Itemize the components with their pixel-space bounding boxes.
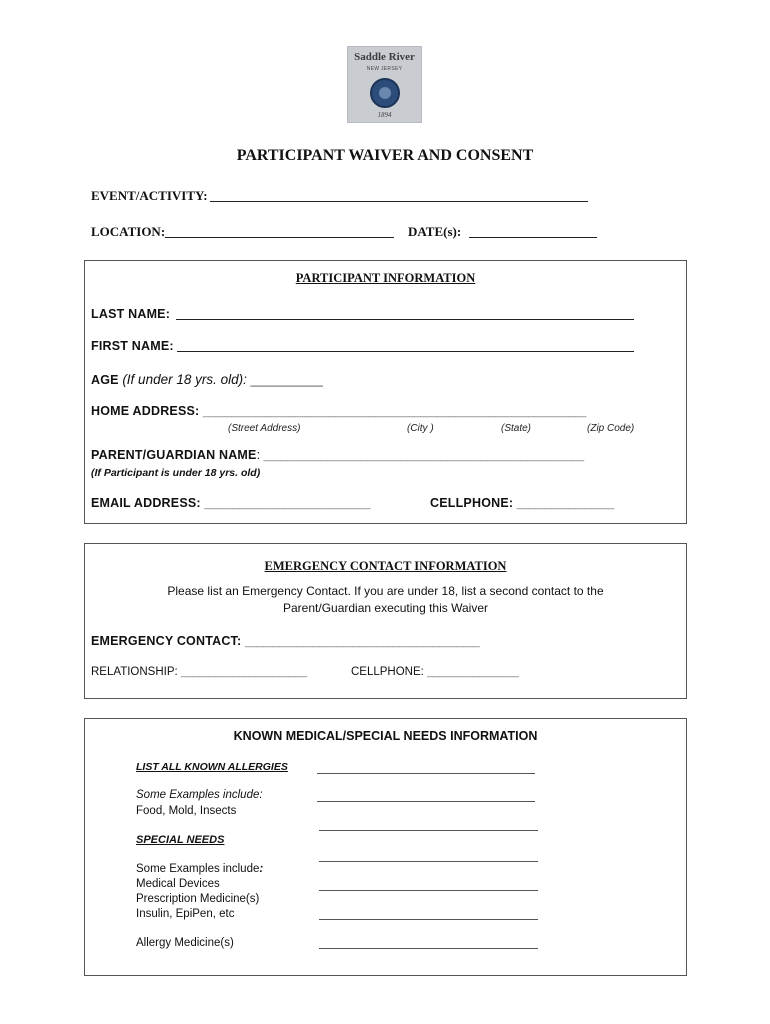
- parent-guardian-label: PARENT/GUARDIAN NAME: [91, 448, 257, 462]
- parent-row: [91, 448, 584, 462]
- allergies-label: LIST ALL KNOWN ALLERGIES: [136, 761, 288, 773]
- town-seal-icon: [370, 78, 400, 108]
- special-needs-label: SPECIAL NEEDS: [136, 834, 225, 846]
- medical-heading: KNOWN MEDICAL/SPECIAL NEEDS INFORMATION: [233, 729, 538, 743]
- last-name-label: LAST NAME:: [91, 307, 171, 321]
- needs-example-2: Prescription Medicine(s): [136, 893, 260, 905]
- logo-town-name: Saddle River: [354, 51, 415, 63]
- medical-line-3[interactable]: [319, 830, 538, 831]
- participant-cellphone-field[interactable]: _________________: [516, 498, 614, 510]
- allergy-medicine-label: Allergy Medicine(s): [136, 937, 234, 949]
- email-label: EMAIL ADDRESS:: [91, 496, 201, 510]
- city-hint: (City ): [407, 423, 434, 434]
- allergy-line-2[interactable]: [317, 801, 535, 802]
- state-hint: (State): [501, 423, 532, 434]
- participant-heading: PARTICIPANT INFORMATION: [295, 271, 476, 285]
- medical-line-6[interactable]: [319, 919, 538, 920]
- town-logo: [347, 46, 422, 123]
- age-field[interactable]: __________: [250, 372, 323, 387]
- parent-note: (If Participant is under 18 yrs. old): [91, 467, 261, 479]
- zip-hint: (Zip Code): [587, 423, 635, 434]
- age-label: AGE: [91, 373, 119, 387]
- emergency-heading: EMERGENCY CONTACT INFORMATION: [264, 559, 507, 573]
- medical-line-7[interactable]: [319, 948, 538, 949]
- location-field[interactable]: [165, 237, 394, 238]
- first-name-field[interactable]: [177, 351, 634, 352]
- emergency-instructions-line1: Please list an Emergency Contact. If you are under 18, list a second contact to the: [167, 584, 604, 598]
- allergy-line-1[interactable]: [317, 773, 535, 774]
- email-field[interactable]: _____________________________: [204, 498, 371, 510]
- participant-info-section: [84, 260, 687, 524]
- parent-guardian-field[interactable]: ________________________________________________________: [263, 450, 584, 462]
- medical-line-5[interactable]: [319, 890, 538, 891]
- allergy-examples: Food, Mold, Insects: [136, 805, 237, 817]
- allergy-examples-title: Some Examples include:: [136, 789, 263, 801]
- event-label: EVENT/ACTIVITY:: [91, 188, 208, 203]
- needs-examples-title: Some Examples include: [136, 863, 260, 875]
- last-name-field[interactable]: [176, 319, 634, 320]
- relationship-label: RELATIONSHIP:: [91, 666, 178, 678]
- emergency-contact-label: EMERGENCY CONTACT:: [91, 634, 242, 648]
- age-note: (If under 18 yrs. old):: [122, 372, 247, 387]
- emergency-contact-field[interactable]: _________________________________________: [244, 636, 480, 648]
- relationship-row: [91, 666, 307, 678]
- emergency-contact-row: [91, 634, 479, 648]
- emergency-cellphone-field[interactable]: ________________: [427, 666, 519, 678]
- first-name-label: FIRST NAME:: [91, 339, 174, 353]
- home-address-field[interactable]: ___________________________________________________________________: [202, 406, 586, 418]
- logo-state: NEW JERSEY: [366, 66, 403, 72]
- home-address-label: HOME ADDRESS:: [91, 404, 200, 418]
- location-label: LOCATION:: [91, 224, 166, 239]
- relationship-field[interactable]: ______________________: [180, 666, 307, 678]
- parent-colon: :: [256, 448, 261, 462]
- dates-label: DATE(s):: [408, 224, 462, 239]
- form-title: PARTICIPANT WAIVER AND CONSENT: [236, 147, 534, 164]
- age-row: [91, 372, 323, 387]
- emergency-instructions-line2: Parent/Guardian executing this Waiver: [283, 601, 488, 615]
- emergency-cellphone-label: CELLPHONE:: [351, 666, 424, 678]
- medical-line-4[interactable]: [319, 861, 538, 862]
- email-row: [91, 496, 370, 510]
- logo-year: 1894: [377, 111, 392, 119]
- needs-example-3: Insulin, EpiPen, etc: [136, 908, 235, 920]
- participant-cellphone-label: CELLPHONE:: [430, 496, 514, 510]
- needs-example-1: Medical Devices: [136, 878, 220, 890]
- event-field[interactable]: [210, 201, 588, 202]
- dates-field[interactable]: [469, 237, 597, 238]
- home-address-row: [91, 404, 586, 418]
- needs-examples-title-row: [136, 863, 263, 875]
- street-hint: (Street Address): [228, 423, 301, 434]
- emergency-cell-row: [351, 666, 519, 678]
- participant-cell-row: [430, 496, 614, 510]
- needs-examples-colon: :: [259, 863, 264, 875]
